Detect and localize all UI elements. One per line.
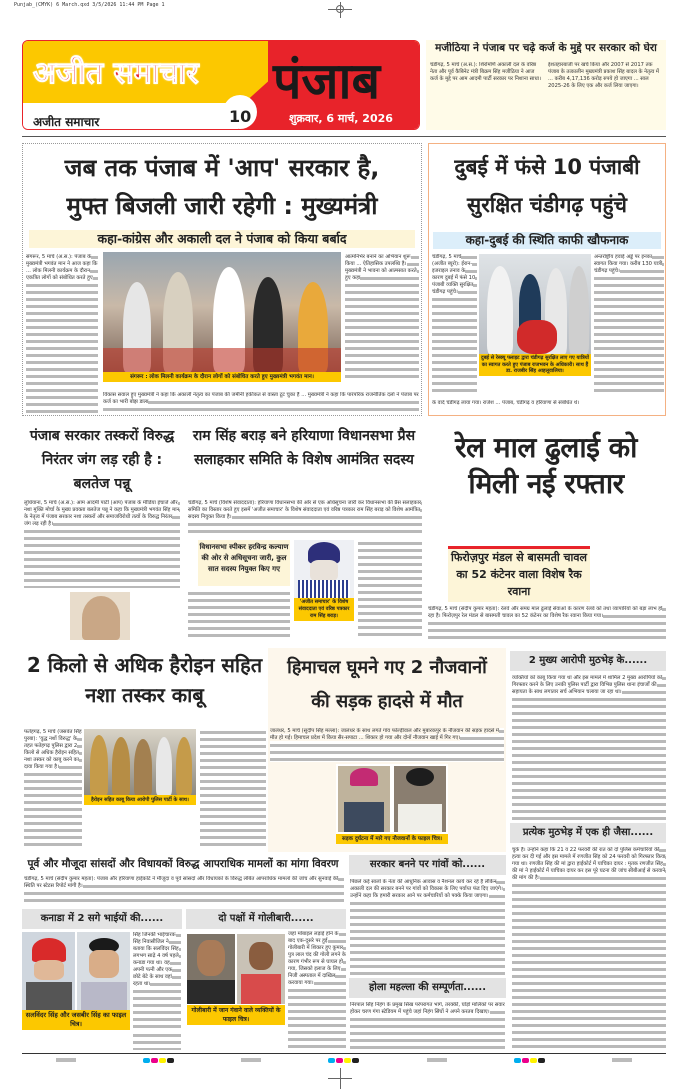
- headline: जब तक पंजाब में 'आप' सरकार है,: [64, 154, 380, 182]
- article-body: [26, 254, 98, 414]
- page-number: 10: [229, 107, 252, 126]
- section-header: सरकार बनने पर गांवों को......: [349, 855, 506, 875]
- brar-photo: [294, 540, 354, 598]
- headline: दुबई में फंसे 10 पंजाबी: [454, 155, 640, 179]
- article-body: [24, 729, 82, 849]
- subhead: कहा-दुबई की स्थिति काफी खौफनाक: [433, 232, 661, 249]
- subhead: कहा-कांग्रेस और अकाली दल ने पंजाब को किया बर्बाद: [29, 230, 415, 248]
- section-title: पंजाब: [273, 51, 380, 110]
- photo-caption: गोलीबारी में जान गंवाने वाले व्यक्तियों के फाइल चित्र।: [187, 1005, 285, 1025]
- article-body: चंडीगढ़, 5 मार्च (अ.स.): शिरोमणि अकाली दल के वरिष्ठ नेता और पूर्व कैबिनेट मंत्री बिक्रम सिंह मजीठिया ने आज कर्ज के मुद्दे पर आम आदमी पार्टी सरकार पर निशाना साधा।: [430, 62, 541, 82]
- section-header: कनाडा में 2 सगे भाईयों की......: [22, 909, 182, 929]
- section-header: प्रत्येक मुठभेड़ में एक ही जैसा......: [510, 823, 666, 843]
- body-text: चंडीगढ़, 5 मार्च (विशेष संवाददाता): हरियाणा विधानसभा की ओर से एक अधिसूचना जारी कर विधानसभा की प्रैस सलाहकार समिति का विस्तार करते हुए इसमें 'अजीत समाचार' के विशेष संवाददाता एवं वरिष्ठ पत्रकार राम सिंह बराड़ को विशेष आमंत्रित सदस्य नियुक्त किया है।: [188, 500, 422, 520]
- photo-caption: दुबई से रेस्क्यू फ्लाइट द्वारा चंडीगढ़ सुरक्षित लाए गए यात्रियों का स्वागत करते हुए पंजाब राजभवन के अधिकारी। साथ हैं डा. राजबीर सिंह आहलूवालिया।: [479, 354, 591, 376]
- article-footer: के वादे चंडीगढ़ लाया गया। राजेश ... पंजाब, चंडीगढ़ व हरियाणा से संबंधित थे।: [432, 400, 580, 406]
- body-text: चंडीगढ़, 5 मार्च (संदीप कुमार महता): रेलवे और समग्र माल ढुलाई सेवाओं के कारण रेलवे को तथा व्यापारियों को बड़ा लाभ हो रहा है। फिरोज़पुर रेल मंडल से बासमती चावल का 52 कंटेनर का विशेष रैक रवाना किया गया।: [428, 606, 663, 619]
- registration-mark: [328, 1078, 352, 1079]
- headline: मुफ्त बिजली जारी रहेगी : मुख्यमंत्री: [66, 192, 378, 220]
- article-body: [24, 500, 180, 588]
- article-majithia: [426, 40, 666, 130]
- photo-caption: संगरूर : लोक मिलनी कार्यक्रम के दौरान लोगों को संबोधित करते हुए मुख्यमंत्री भगवंत मान।: [103, 372, 341, 382]
- brothers-photo: [22, 932, 130, 1010]
- section-header: 2 मुख्य आरोपी मुठभेड़ के......: [510, 651, 666, 671]
- issue-date: शुक्रवार, 6 मार्च, 2026: [289, 112, 393, 125]
- body-text: पिछले कई सालों के नेता की आधुनिक आवास व नैशनल कार्य कर रहे है लेकिन अकाली दल की सरकार बनने पर गांवों को विकास के लिए पर्याप्त फंड दिए जाएंगे। उन्होंने कहा कि हमारी सरकार आने पर कर्मचारियों को पक्के किया जाएगा।: [350, 879, 503, 899]
- headline-mps: पूर्व और मौजूदा सांसदों और विधायकों विरुद्ध आपराधिक मामलों का मांगा विवरण: [27, 858, 339, 870]
- article-body: [428, 606, 666, 640]
- body-text: विकास सवाल हुए मुख्यमंत्री ने कहा कि अकाली नेतृत्व का पंजाब की जमीनी हकीकत से वास्ता टूट चुका है ... मुख्यमंत्री ने कहा कि पारंपरिक राजनीतिक दलों ने पंजाब पर कर्ज का भारी बोझ डाला: [103, 392, 419, 405]
- article-body: [288, 931, 346, 1049]
- headline-pannu: पंजाब सरकार तस्करों विरुद्ध निरंतर जंग लड़ रही है : बलतेज पन्नू: [29, 428, 175, 492]
- headline-heroin: 2 किलो से अधिक हैरोइन सहित नशा तस्कर काबू: [26, 653, 263, 707]
- body-text: चुके हैं। उन्होंने कहा कि 21 व 22 फरवरी की रात को दो पुलिस कर्मचारियों की हत्या कर दी गई और इस मामले में रणजीत सिंह को 24 फरवरी को गिरफ्तार किया गया था। रणजीत सिंह की मां द्वारा हाईकोर्ट में याचिका दायर : मृतक रणजीत सिंह की मां ने हाईकोर्ट में याचिका दायर कर इस पूरे घटना की जांच सीबीआई से करवाने की मांग की है।: [512, 847, 666, 881]
- headline: मजीठिया ने पंजाब पर चढ़े कर्ज के मुद्दे पर सरकार को घेरा: [435, 42, 657, 54]
- victims-photo: [336, 764, 448, 834]
- article-body: [512, 675, 666, 820]
- print-slug: Punjab_(CMYK) 6 March.qxd 3/5/2026 11:44 PM Page 1: [14, 2, 165, 8]
- body-text: जालंधर, 5 मार्च (सुदीप सिंह मल्ला): जालंधर के साथ लगते गांव फोल्ड़ीवाल और मुबारकपुर के नौजवान की सड़क हादसे में मौत हो गई। हिमाचल प्रदेश में किया सैर-सपाटा ... शिकार हो गया और दोनों नौजवान खाई में गिर गए।: [270, 728, 500, 741]
- article-himachal: [268, 648, 506, 852]
- body-text: सिंह जिनकी भाईचारक सिंह निवासीजिल ने बताया कि सलविंदर सिंह लगभग साढ़े 4 वर्ष पहले कनाडा गया था। वह अपनी पत्नी और एक छोटे बेटे के साथ वहां रहता था।: [133, 932, 179, 987]
- article-body: [24, 876, 344, 904]
- dubai-arrivals-photo: [479, 254, 591, 354]
- article-body: [270, 728, 504, 762]
- highlight-box: फिरोज़पुर मंडल से बासमती चावल का 52 कंटेनर वाला विशेष रैक रवाना: [448, 546, 590, 602]
- article-body: ईशतहारबाजी पर खर्च किया और 2007 से 2017 तक पंजाब के तत्कालीन मुख्यमंत्री प्रकाश सिंह बादल के नेतृत्व में ... करीब 4,17,136 करोड़ रुपये हो जाएगा ... साल 2025-26 के लिए एक और कर्ज लिया जाएगा।: [548, 62, 659, 89]
- article-body: [350, 879, 505, 975]
- article-body: [512, 847, 666, 1049]
- highlight-box: विधानसभा स्पीकर हरविन्द्र कल्याण की ओर से अधिसूचना जारी, कुल सात सदस्य नियुक्त किए गए: [198, 540, 290, 586]
- body-text: निरपाल सिंह निहंग के प्रमुख सिख परंपरागत भागे, तरक्की, घोड़ों मालिकों पर सवार होकर चरण गंगा स्टेडियम में पहुंचे जहां निहंग सिंघों ने अपने करतब दिखाए।: [350, 1002, 505, 1015]
- brand-small: अजीत समाचार: [33, 115, 100, 129]
- photo-caption: 'अजीत समाचार' के विशेष संवाददाता एवं वरिष्ठ पत्रकार राम सिंह बराड़।: [294, 598, 354, 621]
- body-text: अन्तर्राष्ट्रीय हवाई अड्डे पर इनका स्वागत किया गया। करीब 130 यात्री चंडीगढ़ पहुंचे।: [594, 254, 663, 274]
- body-text: व्यक्तियों को काबू किया गया था और इस मामले में शामिल 2 मुख्य आरोपियों को गिरफ्तार करने के लिए उनकी पुलिस पार्टी द्वारा विभिन्न पुलिस थाना इंचार्जों की सहायता के साथ लगातार सर्च अभियान चलाया जा रहा था।: [512, 675, 663, 695]
- article-body: [133, 1032, 181, 1050]
- photo-caption: हैरोइन सहित काबू किया आरोपी पुलिस पार्टी के साथ।: [84, 795, 196, 805]
- registration-mark: [336, 5, 344, 13]
- article-body: [188, 500, 422, 536]
- article-body: [133, 932, 181, 1030]
- divider: [22, 136, 666, 137]
- headline: हिमाचल घूमने गए 2 नौजवानों: [287, 657, 487, 678]
- photo-caption: सलविंदर सिंह और जसबीर सिंह का फाइल चित्र।: [22, 1010, 130, 1030]
- headline-brar: राम सिंह बराड़ बने हरियाणा विधानसभा प्रैस सलाहकार समिति के विशेष आमंत्रित सदस्य: [192, 428, 416, 468]
- brand-logo: अजीत समाचार: [33, 56, 199, 91]
- pannu-photo: [70, 592, 130, 640]
- body-text: जहां मोबाइल लड़ाई होने के बाद एक-दूसरे पर हुई गोलीबारी में शिकार हुए कुमार पुत्र लाल चंद की गोली लगने के कारण गंभीर रूप से घायल हो गया, जिसको इलाज के लिए निजी अस्पताल में दाखिल करवाया गया।: [288, 931, 346, 986]
- article-body: [594, 254, 664, 394]
- divider: [22, 1053, 666, 1054]
- body-text: फतेहगढ़, 5 मार्च (जसवंत सिंह पुरबा): 'युद्ध नशों विरुद्ध' के तहत फतेहगढ़ पुलिस द्वारा 2 किलो से अधिक हैरोइन सहित नशा तस्कर को काबू करने का दावा किया गया है।: [24, 729, 82, 770]
- body-text: चंडीगढ़, 5 मार्च (संदीप कुमार महता): पंजाब और हरियाणा हाईकोर्ट ने मौजूदा व पूर्व सांसदों और विधायकों के विरुद्ध लंबित आपराधिक मामलों की जांच और सुनवाई की स्थिति पर स्टेटस रिपोर्ट मांगी है।: [24, 876, 339, 889]
- headline: की सड़क हादसे में मौत: [311, 691, 463, 712]
- masthead: [22, 40, 420, 130]
- article-body: [200, 729, 266, 849]
- article-body: [188, 590, 290, 640]
- article-dubai: [428, 143, 666, 416]
- article-body: [103, 392, 419, 414]
- article-body: [345, 254, 419, 379]
- firing-victims-photo: [187, 934, 285, 1004]
- section-header: होला महल्ला की सम्पूर्णता......: [349, 978, 506, 998]
- body-text: चंडीगढ़, 5 मार्च (अजीत ब्यूरो): ईरान-इजराइल तनाव के कारण दुबई में फंसे 10 पंजाबी व्यक्ति सुरक्षित चंडीगढ़ पहुंचे।: [432, 254, 476, 295]
- headline-rail: रेल माल ढुलाई को मिली नई रफ्तार: [455, 431, 637, 500]
- section-header: दो पक्षों में गोलीबारी......: [186, 909, 346, 929]
- article-body: [358, 540, 422, 640]
- article-body: [432, 254, 477, 394]
- body-text: आत्मनिर्भर बनाने का अभियान शुरू किया ... ऐतिहासिक उपलब्धि है। मुख्यमंत्री ने भावना को आत्मसात करते हुए कहा: [345, 254, 417, 281]
- cm-event-photo: [103, 252, 341, 372]
- article-body: [350, 1002, 505, 1050]
- headline: सुरक्षित चंडीगढ़ पहुंचे: [467, 193, 627, 217]
- photo-caption: सड़क दुर्घटना में मारे गए नौजवानों के फाइल चित्र।: [336, 834, 448, 844]
- body-text: संगरूर, 5 मार्च (अ.स.): पंजाब के मुख्यमंत्री भगवंत मान ने आज कहा कि ... लोक मिलनी कार्यक्रम के दौरान एकत्रित लोगों को संबोधित करते हुए: [26, 254, 98, 281]
- body-text: लुधियाना, 5 मार्च (अ.स.): आम आदमी पार्टी (आप) पंजाब के मीडिया इंचार्ज और नशा मुक्ति मोर्चा के मुख्य प्रवक्ता बलतेज पन्नू ने कहा कि मुख्यमंत्री भगवंत सिंह मान के नेतृत्व में पंजाब सरकार नशा तस्करों और समाजविरोधी तत्वों के विरुद्ध निरंतर जंग लड़ रही है।: [24, 500, 180, 527]
- color-registration-bar: [22, 1057, 666, 1063]
- police-photo: [84, 729, 196, 795]
- article-lead: [22, 143, 422, 416]
